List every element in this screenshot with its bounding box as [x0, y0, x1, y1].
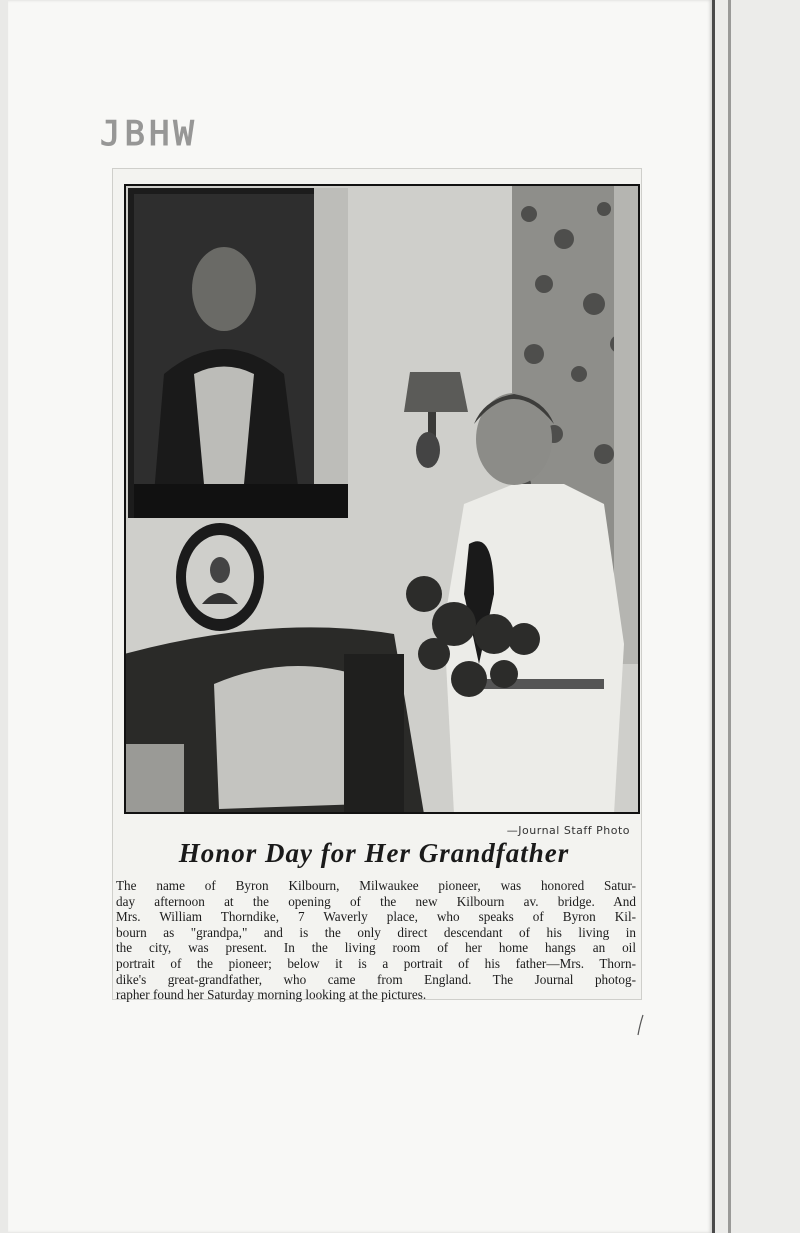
- caption-line: day afternoon at the opening of the new Kilbourn av. bridge. And: [116, 893, 636, 909]
- article-headline: Honor Day for Her Grandfather: [178, 838, 570, 868]
- pen-mark: [636, 1014, 646, 1036]
- page-fold-line: [728, 0, 731, 1233]
- oval-portrait: [176, 523, 264, 631]
- caption-line: portrait of the pioneer; below it is a portrait of his father—Mrs. Thorn-: [116, 955, 636, 971]
- caption-line: the city, was present. In the living room of her home hangs an oil: [116, 940, 636, 956]
- caption-line: bourn as "grandpa," and is the only direct descendant of his living in: [116, 924, 636, 940]
- caption-line: rapher found her Saturday morning looking at the pictures.: [116, 987, 427, 1003]
- oil-portrait-painting: [128, 188, 348, 518]
- news-photo: [124, 184, 640, 814]
- perforated-stamp: JBHW: [100, 114, 198, 154]
- photo-credit: —Journal Staff Photo: [506, 824, 630, 837]
- caption-line: dike's great-grandfather, who came from England. The Journal photog-: [116, 971, 636, 987]
- article-caption: [116, 878, 636, 1003]
- photo-illustration: [124, 184, 640, 814]
- side-table: [344, 654, 404, 814]
- adjacent-page-edge: [712, 0, 800, 1233]
- caption-line: The name of Byron Kilbourn, Milwaukee pioneer, was honored Satur-: [116, 878, 636, 893]
- caption-line: Mrs. William Thorndike, 7 Waverly place, who speaks of Byron Kil-: [116, 909, 636, 925]
